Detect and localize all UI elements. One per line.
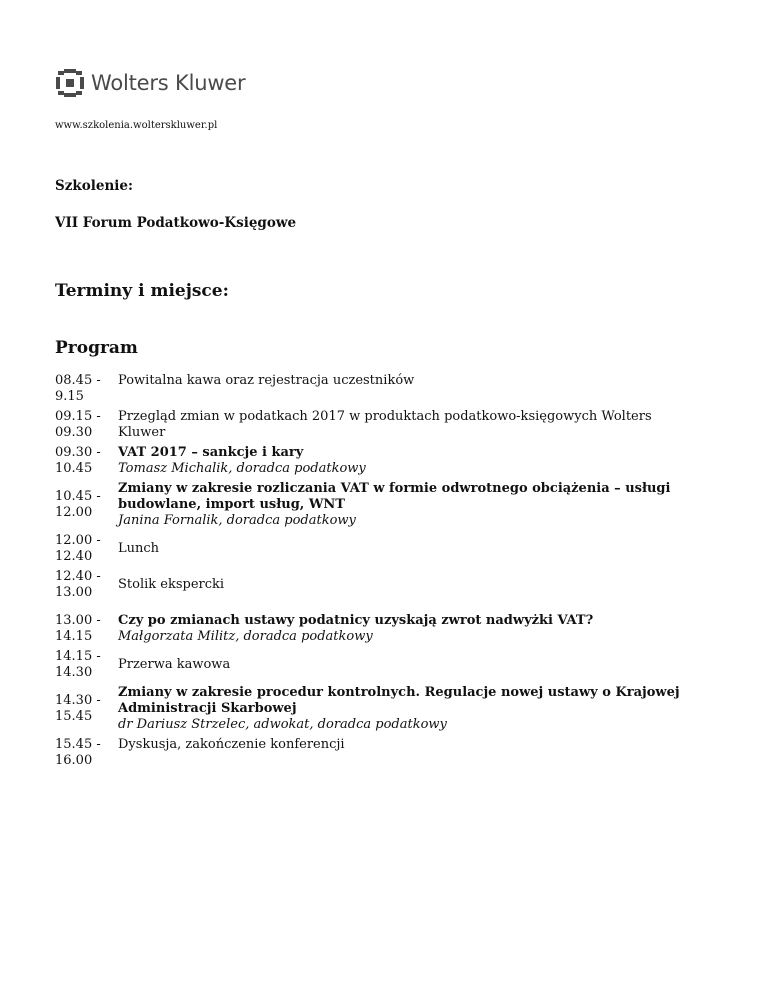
session-text: Stolik ekspercki bbox=[118, 577, 225, 592]
program-row bbox=[55, 409, 695, 445]
session-text: Przerwa kawowa bbox=[118, 657, 231, 672]
session-time: 15.45 - 16.00 bbox=[55, 737, 101, 768]
session-speaker: dr Dariusz Strzelec, adwokat, doradca podatkowy bbox=[118, 717, 447, 732]
session-title: VAT 2017 – sankcje i kary bbox=[118, 445, 304, 460]
program-row bbox=[55, 605, 695, 649]
session-title: Czy po zmianach ustawy podatnicy uzyskają zwrot nadwyżki VAT? bbox=[118, 613, 594, 628]
session-speaker: Janina Fornalik, doradca podatkowy bbox=[118, 513, 356, 528]
session-speaker: Tomasz Michalik, doradca podatkowy bbox=[118, 461, 366, 476]
session-details bbox=[118, 685, 695, 737]
program-row bbox=[55, 481, 695, 533]
brand-logo bbox=[55, 68, 245, 98]
program-row bbox=[55, 533, 695, 569]
session-details bbox=[118, 605, 695, 649]
dates-heading: Terminy i miejsce: bbox=[55, 281, 229, 301]
session-speaker: Małgorzata Militz, doradca podatkowy bbox=[118, 629, 373, 644]
session-time: 14.30 - 15.45 bbox=[55, 693, 101, 724]
wolters-kluwer-logo-icon bbox=[55, 68, 85, 98]
training-label: Szkolenie: bbox=[55, 178, 134, 194]
session-text: Dyskusja, zakończenie konferencji bbox=[118, 737, 345, 752]
program-row bbox=[55, 685, 695, 737]
session-title: Zmiany w zakresie rozliczania VAT w formie odwrotnego obciążenia – usługi budowlane, import usług, WNT bbox=[118, 481, 671, 512]
program-heading: Program bbox=[55, 338, 138, 358]
site-url[interactable]: www.szkolenia.wolterskluwer.pl bbox=[55, 120, 218, 131]
session-text: Lunch bbox=[118, 541, 160, 556]
program-row bbox=[55, 373, 695, 409]
session-time: 09.30 - 10.45 bbox=[55, 445, 101, 476]
training-name: VII Forum Podatkowo-Księgowe bbox=[55, 215, 297, 231]
program-row bbox=[55, 569, 695, 605]
session-time: 08.45 - 9.15 bbox=[55, 373, 101, 404]
session-time: 13.00 - 14.15 bbox=[55, 613, 101, 644]
session-title: Zmiany w zakresie procedur kontrolnych. Regulacje nowej ustawy o Krajowej Administracji Skarbowej bbox=[118, 685, 680, 716]
session-text: Przegląd zmian w podatkach 2017 w produktach podatkowo-księgowych Wolters Kluwer bbox=[118, 409, 652, 440]
session-text: Powitalna kawa oraz rejestracja uczestników bbox=[118, 373, 415, 388]
session-time: 10.45 - 12.00 bbox=[55, 489, 101, 520]
session-details bbox=[118, 445, 695, 481]
program-table bbox=[55, 373, 695, 773]
program-row bbox=[55, 737, 695, 773]
session-time: 14.15 - 14.30 bbox=[55, 649, 101, 680]
session-time: 09.15 - 09.30 bbox=[55, 409, 101, 440]
session-details bbox=[118, 481, 695, 533]
brand-name: Wolters Kluwer bbox=[91, 71, 246, 95]
session-time: 12.40 - 13.00 bbox=[55, 569, 101, 600]
session-time: 12.00 - 12.40 bbox=[55, 533, 101, 564]
program-row bbox=[55, 445, 695, 481]
program-row bbox=[55, 649, 695, 685]
